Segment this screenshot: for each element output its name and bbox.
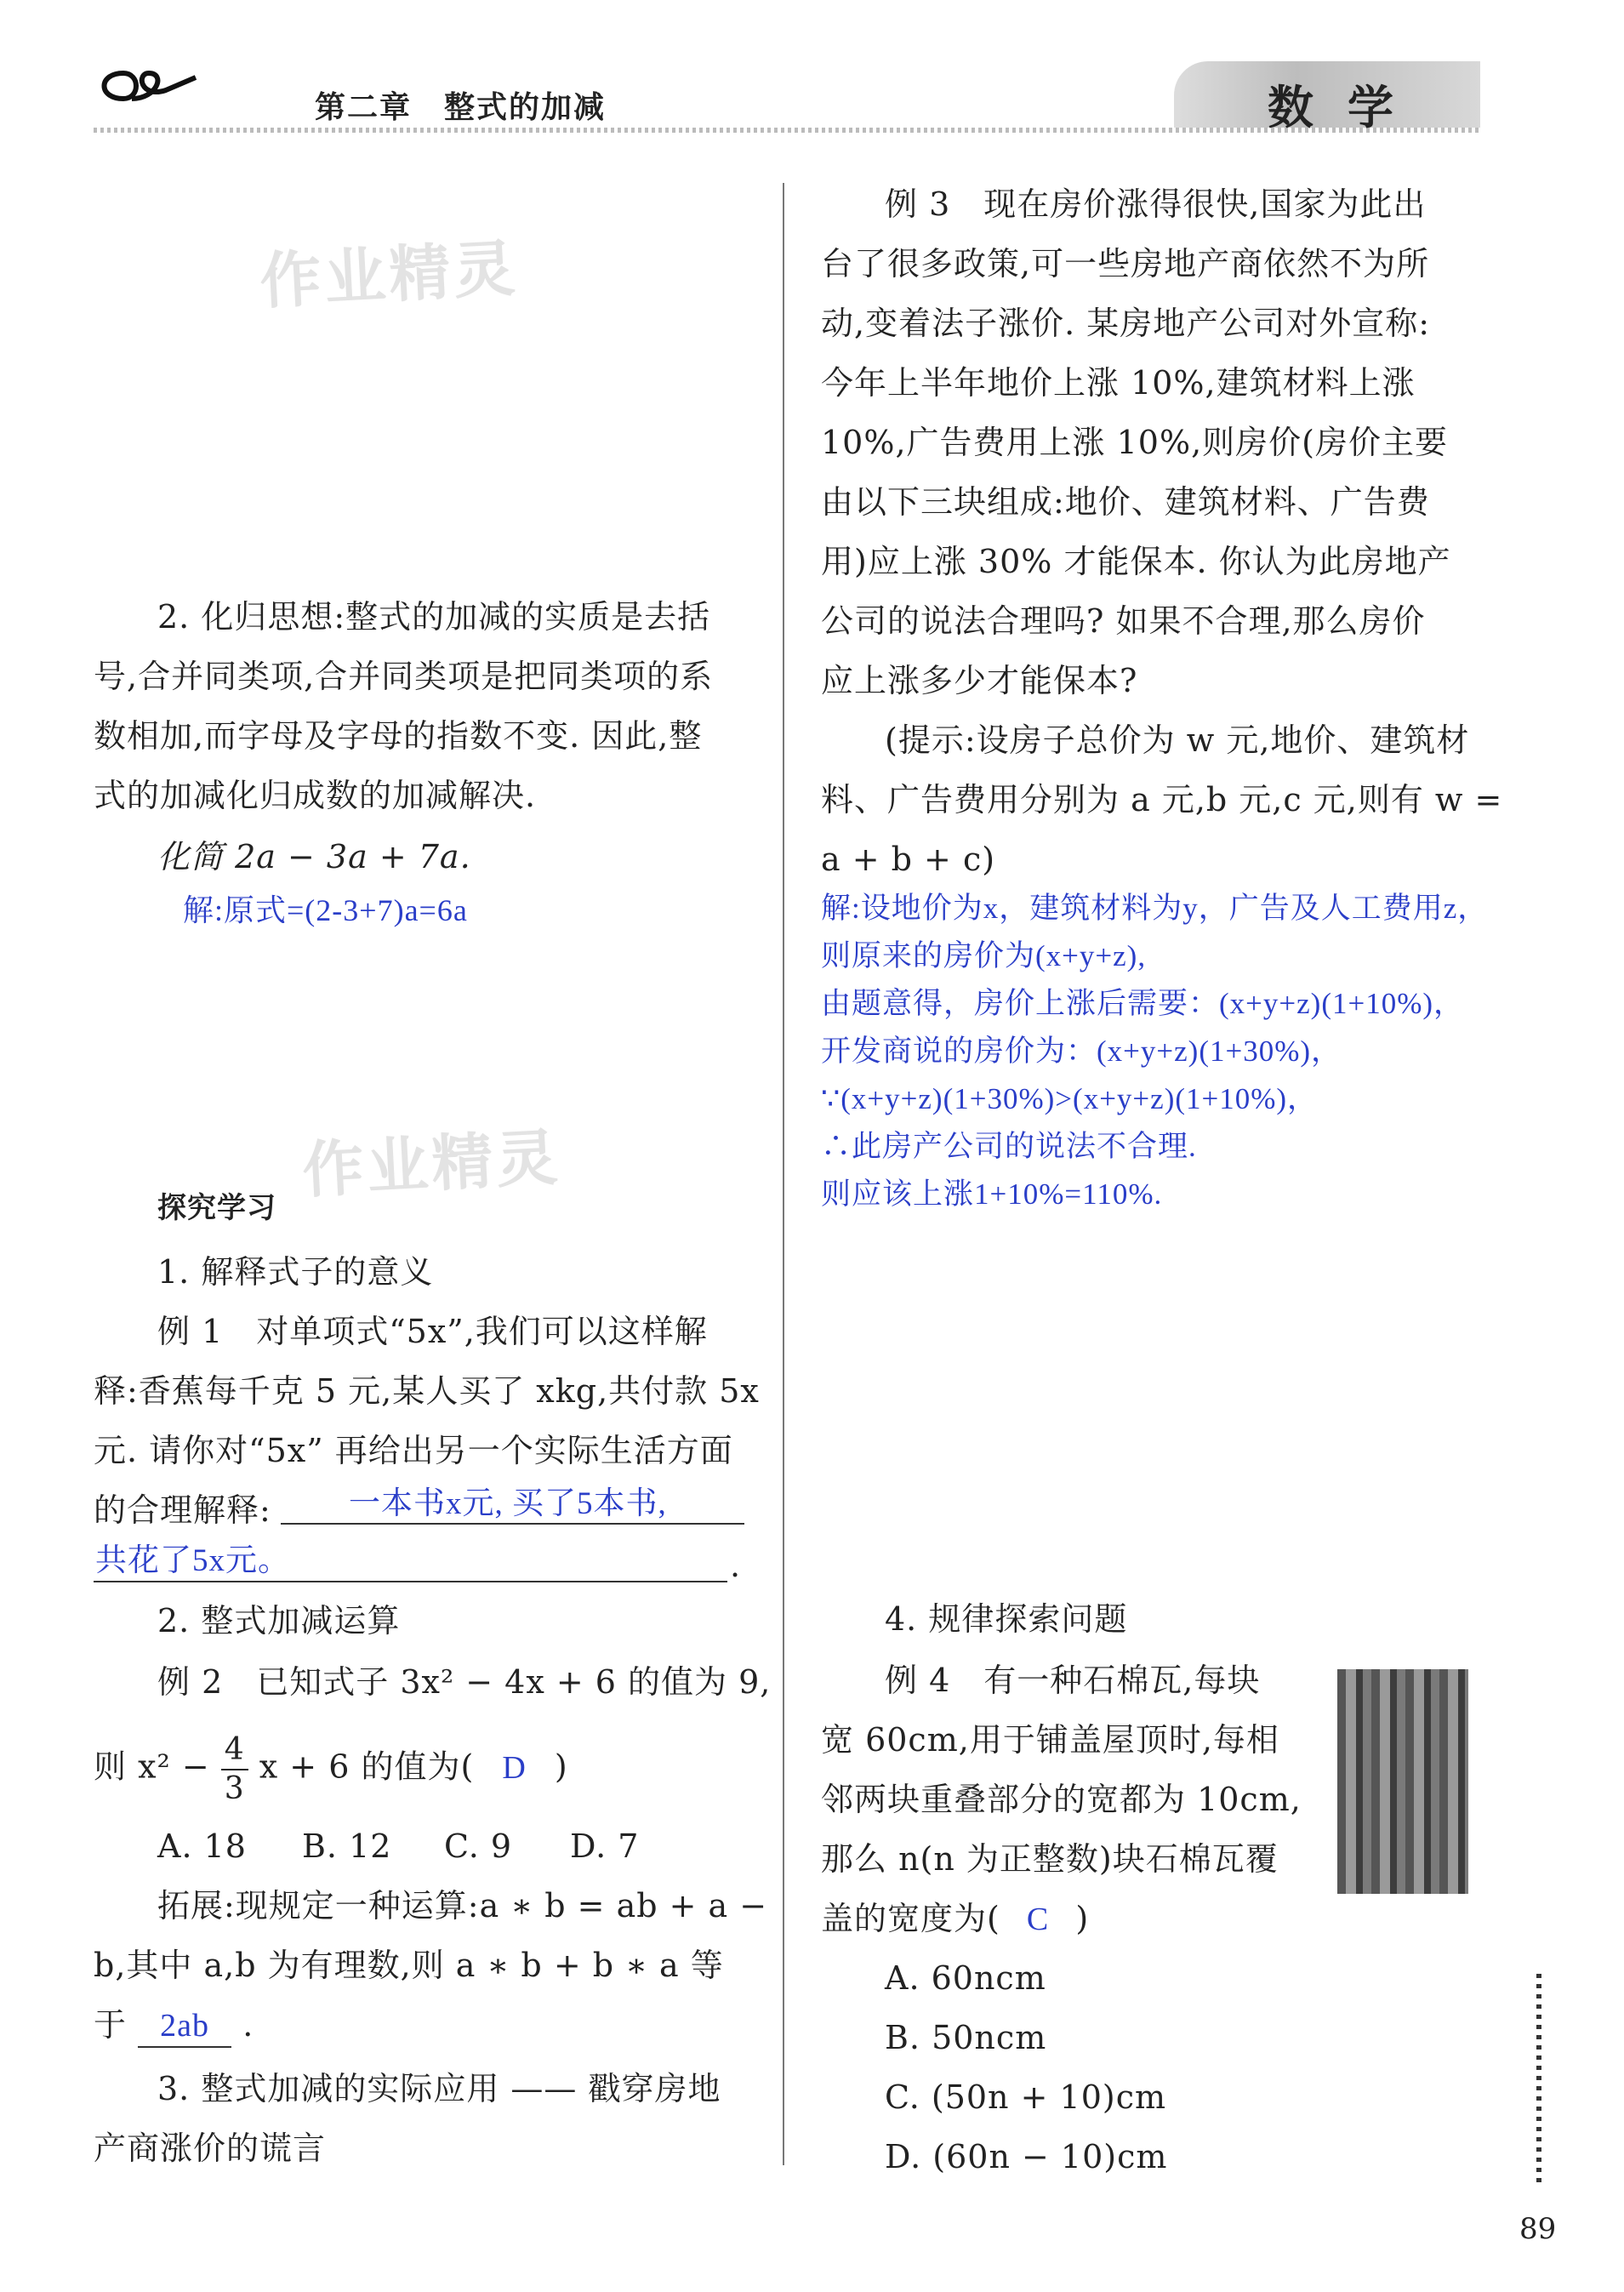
- chapter-title: 第二章 整式的加减: [315, 90, 607, 125]
- option-a: A. 18: [157, 1827, 247, 1865]
- section2-line: 2. 化归思想:整式的加减的实质是去括: [157, 598, 711, 636]
- topic2-title: 2. 整式加减运算: [157, 1602, 401, 1639]
- fraction-numerator: 4: [221, 1731, 248, 1770]
- option-d: D. (60n − 10)cm: [885, 2138, 1168, 2175]
- example2-answer: D: [502, 1749, 527, 1786]
- hint-line: (提示:设房子总价为 w 元,地价、建筑材: [885, 721, 1470, 759]
- example3-line: 应上涨多少才能保本?: [821, 662, 1138, 699]
- extension-line: 拓展:现规定一种运算:a ∗ b = ab + a −: [157, 1887, 768, 1924]
- fraction-denominator: 3: [224, 1771, 245, 1806]
- option-a: A. 60ncm: [885, 1959, 1046, 1997]
- example4-line: 那么 n(n 为正整数)块石棉瓦覆: [821, 1840, 1279, 1878]
- example3-line: 用)应上涨 30% 才能保本. 你认为此房地产: [821, 543, 1451, 580]
- extension-answer: 2ab: [138, 2005, 231, 2048]
- watermark: 作业精灵: [258, 232, 521, 317]
- example4-line: 例 4 有一种石棉瓦,每块: [885, 1662, 1261, 1699]
- topic4-title: 4. 规律探索问题: [885, 1600, 1128, 1638]
- option-d: D. 7: [570, 1827, 640, 1865]
- example2-text: x + 6 的值为(: [259, 1748, 475, 1786]
- example4-text: 盖的宽度为(: [821, 1900, 1000, 1937]
- topic3-line: 产商涨价的谎言: [94, 2130, 327, 2167]
- margin-dots: [1536, 1974, 1541, 2187]
- option-c: C. (50n + 10)cm: [885, 2078, 1167, 2116]
- topic1-title: 1. 解释式子的意义: [157, 1253, 434, 1291]
- example3-line: 公司的说法合理吗? 如果不合理,那么房价: [821, 602, 1426, 640]
- page-number: 89: [1519, 2212, 1557, 2246]
- example1-answer: 共花了5x元。: [95, 1543, 290, 1578]
- example1-answer: 一本书x元, 买了5本书,: [349, 1486, 667, 1521]
- topic3-line: 3. 整式加减的实际应用 —— 戳穿房地: [157, 2070, 721, 2107]
- asbestos-tile-photo: [1337, 1669, 1468, 1894]
- extension-text: 于: [94, 2006, 128, 2044]
- example3-answer: 开发商说的房价为：(x+y+z)(1+30%)，: [821, 1035, 1342, 1068]
- answer-blank: [94, 1581, 727, 1582]
- section2-line: 数相加,而字母及字母的指数不变. 因此,整: [94, 717, 703, 755]
- example1-line: 释:香蕉每千克 5 元,某人买了 xkg,共付款 5x: [94, 1372, 760, 1410]
- option-b: B. 12: [302, 1827, 392, 1865]
- example3-answer: 则应该上涨1+10%=110%.: [821, 1177, 1163, 1211]
- option-b: B. 50ncm: [885, 2019, 1047, 2056]
- example3-line: 动,变着法子涨价. 某房地产公司对外宣称:: [821, 305, 1431, 342]
- chapter-logo-icon: [89, 65, 200, 124]
- example4-answer: C: [1026, 1901, 1050, 1937]
- example2-line: 例 2 已知式子 3x² − 4x + 6 的值为 9,: [157, 1663, 772, 1701]
- fraction: [221, 1731, 248, 1808]
- example3-line: 例 3 现在房价涨得很快,国家为此出: [885, 185, 1427, 223]
- extension-text: .: [242, 2006, 254, 2044]
- option-c: C. 9: [444, 1827, 513, 1865]
- example3-answer: ∴此房产公司的说法不合理.: [821, 1130, 1197, 1163]
- example1-line: 的合理解释:: [94, 1491, 271, 1529]
- hint-line: 料、广告费用分别为 a 元,b 元,c 元,则有 w =: [821, 781, 1503, 818]
- period: .: [730, 1547, 742, 1584]
- example4-line: 邻两块重叠部分的宽都为 10cm,: [821, 1781, 1302, 1818]
- example4-text: ): [1075, 1900, 1090, 1937]
- extension-line: b,其中 a,b 为有理数,则 a ∗ b + b ∗ a 等: [94, 1947, 724, 1984]
- example3-line: 台了很多政策,可一些房地产商依然不为所: [821, 245, 1430, 282]
- example3-answer: ∵(x+y+z)(1+30%)>(x+y+z)(1+10%)，: [821, 1082, 1319, 1115]
- example1-line: 例 1 对单项式“5x”,我们可以这样解: [157, 1313, 708, 1350]
- example2-text: ): [554, 1748, 568, 1786]
- watermark: 作业精灵: [300, 1121, 563, 1206]
- example3-answer: 则原来的房价为(x+y+z),: [821, 939, 1147, 972]
- hint-line: a + b + c): [821, 841, 996, 878]
- subject-title: 数学: [1268, 81, 1427, 134]
- example2-text: 则 x² −: [94, 1748, 210, 1786]
- example4-line: 宽 60cm,用于铺盖屋顶时,每相: [821, 1721, 1279, 1759]
- example3-line: 10%,广告费用上涨 10%,则房价(房价主要: [821, 424, 1448, 461]
- example3-line: 今年上半年地价上涨 10%,建筑材料上涨: [821, 364, 1416, 402]
- section2-line: 式的加减化归成数的加减解决.: [94, 777, 537, 814]
- extension-line: [94, 1995, 254, 2055]
- example3-answer: 解:设地价为x，建筑材料为y，广告及人工费用z，: [821, 892, 1489, 925]
- example2-line: [94, 1731, 568, 1808]
- simplify-answer: 解:原式=(2-3+7)a=6a: [183, 893, 468, 927]
- example1-line: 元. 请你对“5x” 再给出另一个实际生活方面: [94, 1432, 733, 1469]
- example3-answer: 由题意得，房价上涨后需要：(x+y+z)(1+10%)，: [821, 987, 1465, 1020]
- section-title: 探究学习: [157, 1191, 276, 1225]
- example4-line: [821, 1889, 1089, 1949]
- section2-line: 号,合并同类项,合并同类项是把同类项的系: [94, 658, 714, 695]
- simplify-problem: 化简 2a − 3a + 7a.: [157, 838, 471, 875]
- example3-line: 由以下三块组成:地价、建筑材料、广告费: [821, 483, 1430, 521]
- column-divider: [783, 183, 784, 2165]
